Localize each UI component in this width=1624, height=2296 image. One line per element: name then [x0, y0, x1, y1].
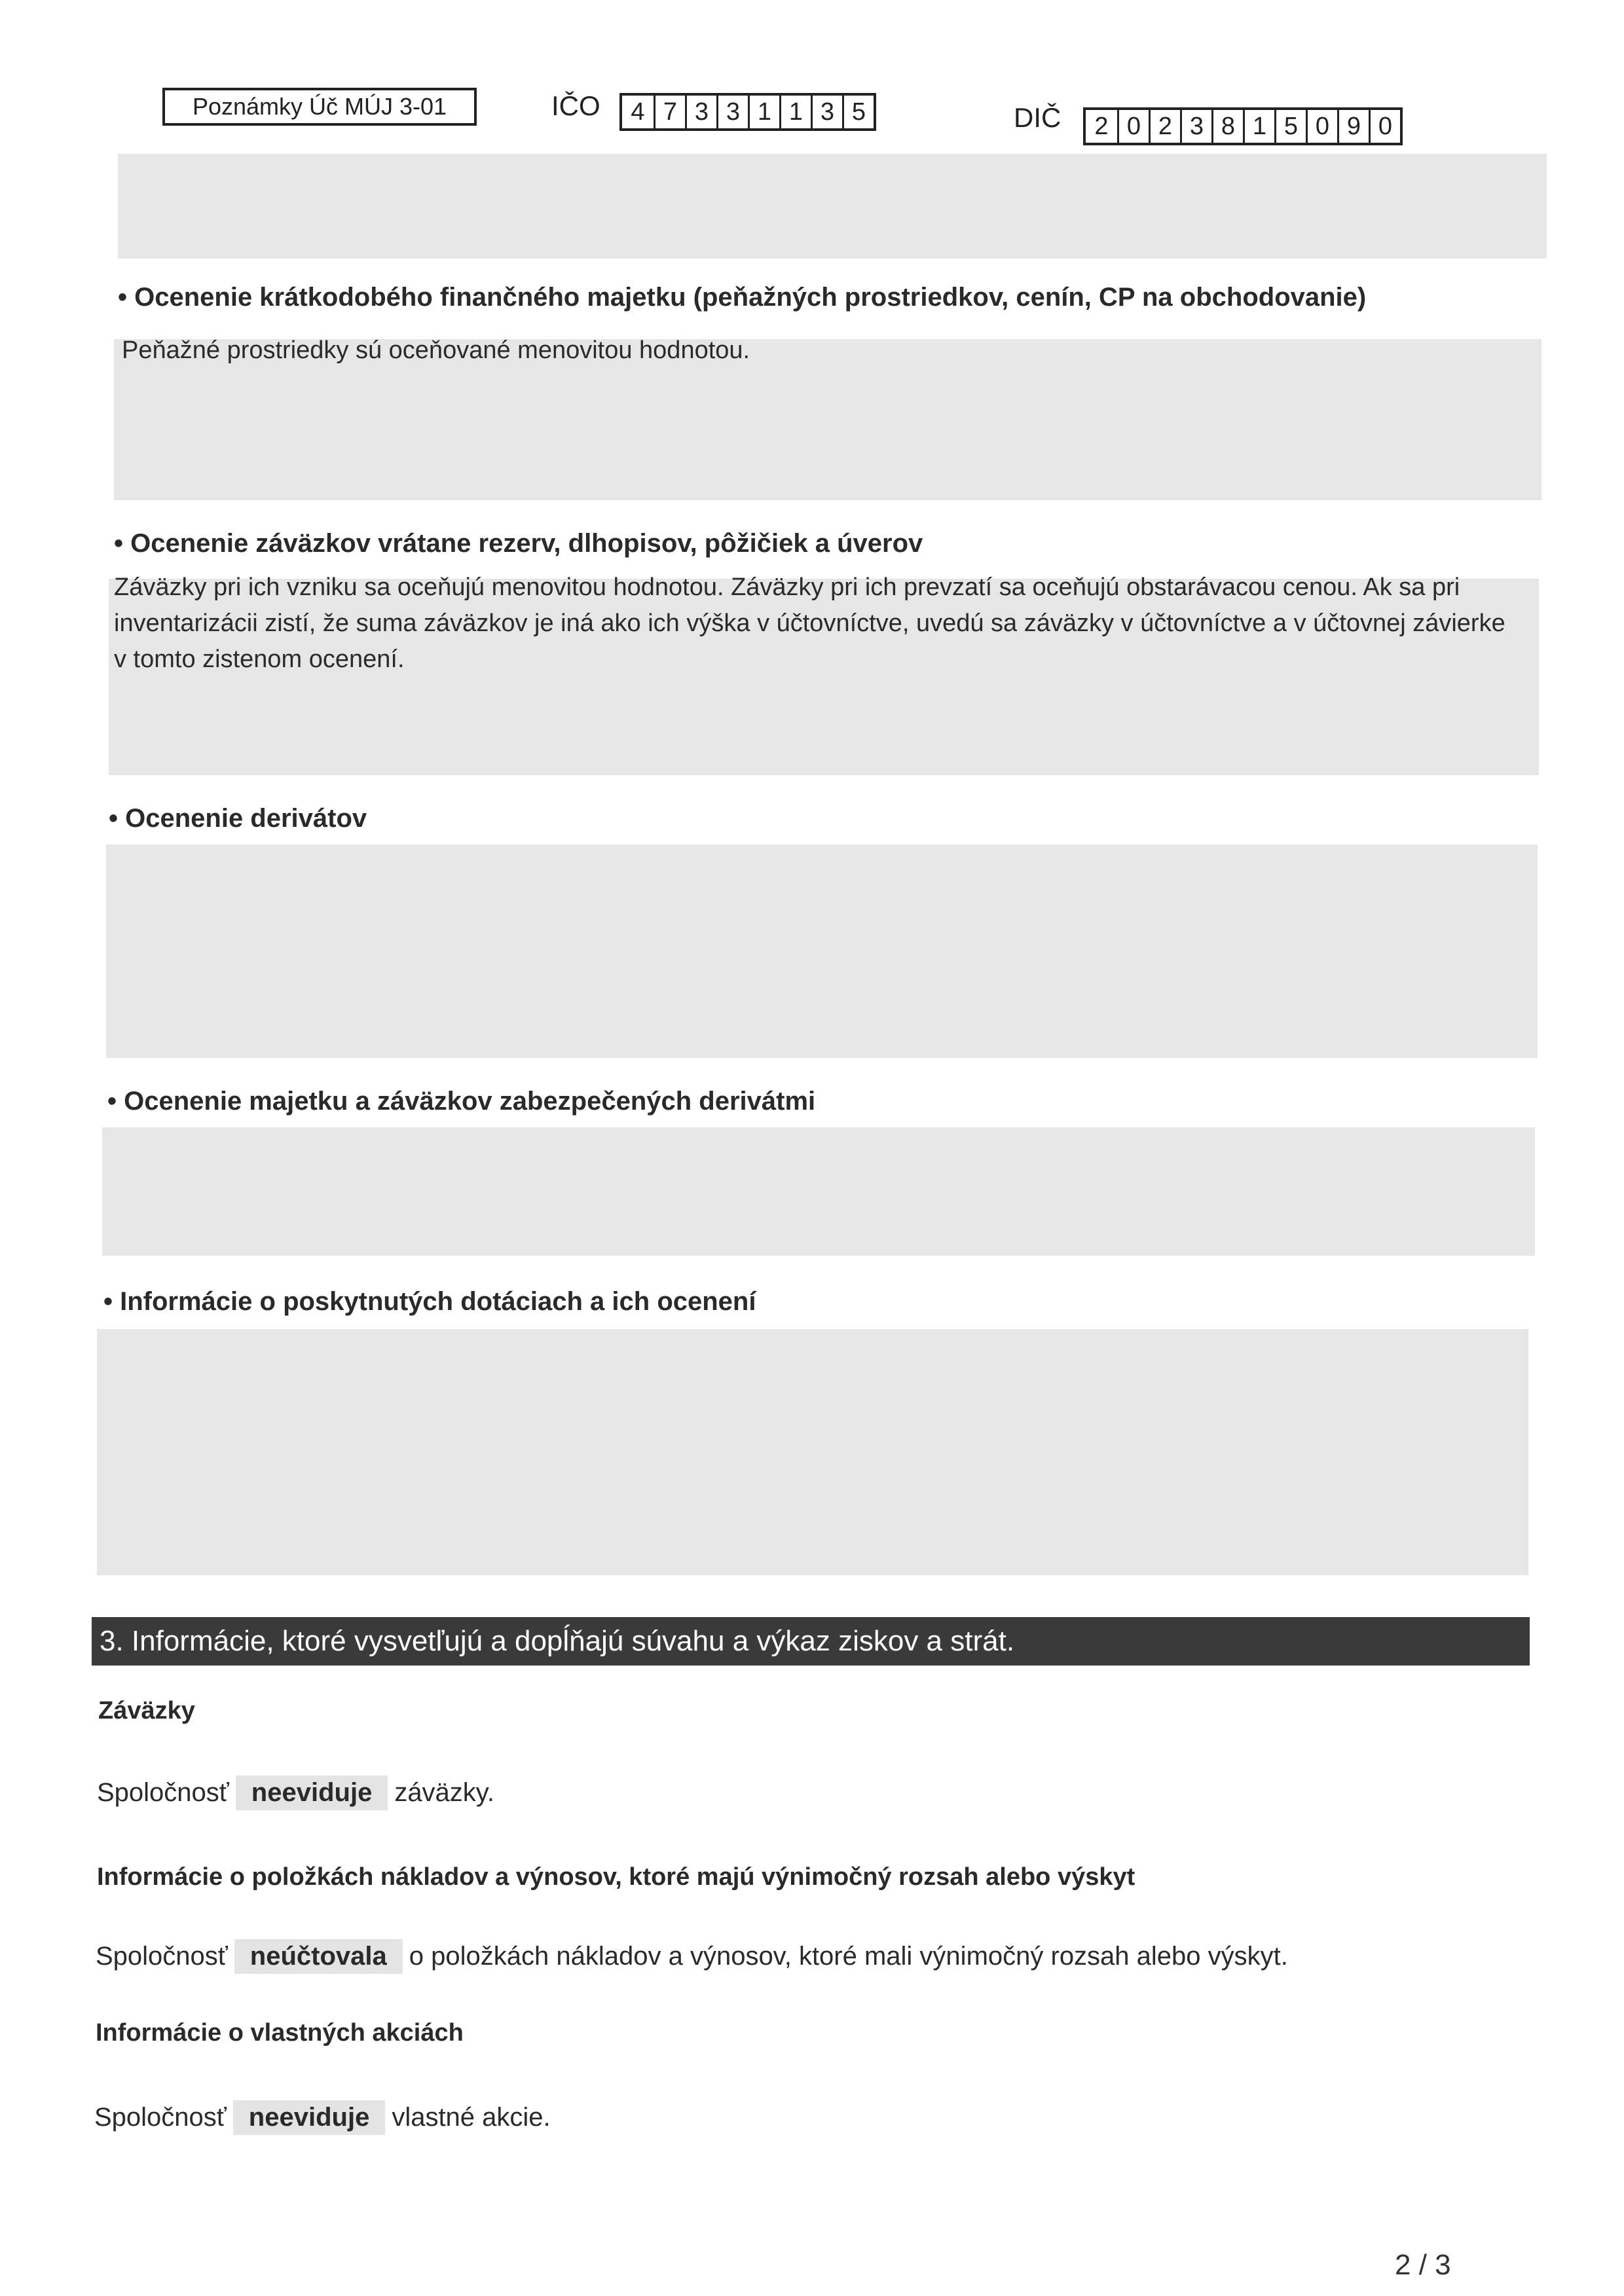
- part-3-heading-bar: 3. Informácie, ktoré vysvetľujú a dopĺňajú súvahu a výkaz ziskov a strát.: [92, 1617, 1530, 1666]
- ico-digit-boxes: [619, 93, 876, 131]
- dic-digit: 9: [1337, 110, 1369, 143]
- section-text: Peňažné prostriedky sú oceňované menovitou hodnotou.: [122, 337, 750, 364]
- dic-digit: 0: [1117, 110, 1149, 143]
- own-shares-heading: Informácie o vlastných akciách: [96, 2019, 464, 2047]
- ico-digit: 4: [631, 98, 645, 126]
- liabilities-value: neeviduje: [236, 1776, 388, 1810]
- derivatives-valuation-field: [106, 845, 1538, 1058]
- ico-digit: 1: [748, 96, 779, 128]
- previous-section-field: [118, 154, 1547, 259]
- section-text: Záväzky pri ich vzniku sa oceňujú menovitou hodnotou. Záväzky pri ich prevzatí sa oceňujú obstarávacou cenou. Ak sa pri inventarizácii zistí, že suma záväzkov je iná ako ich výška v účtovníctve, uvedú sa záväzky v účtovníctve a v účtovnej závierke v tomto zistenom ocenení.: [114, 574, 1505, 673]
- liabilities-statement: [97, 1776, 494, 1810]
- dic-digit: 5: [1274, 110, 1306, 143]
- dic-digit: 3: [1180, 110, 1211, 143]
- page-number: 2 / 3: [1395, 2249, 1451, 2281]
- dic-label: DIČ: [1014, 102, 1061, 133]
- dic-digit: 2: [1149, 110, 1180, 143]
- exceptional-items-statement: [96, 1939, 1288, 1974]
- liabilities-heading: Záväzky: [98, 1697, 195, 1724]
- statement-prefix: Spoločnosť: [97, 1778, 229, 1807]
- dic-digit: 8: [1211, 110, 1243, 143]
- subsidies-field: [97, 1329, 1528, 1575]
- statement-prefix: Spoločnosť: [96, 1942, 228, 1971]
- dic-digit: 1: [1243, 110, 1274, 143]
- section-heading: • Ocenenie krátkodobého finančného majetku (peňažných prostriedkov, cenín, CP na obchodovanie): [118, 283, 1367, 312]
- statement-suffix: záväzky.: [394, 1778, 494, 1807]
- own-shares-value: neeviduje: [233, 2100, 386, 2135]
- section-heading: • Informácie o poskytnutých dotáciach a ich ocenení: [103, 1287, 756, 1316]
- ico-digit: 5: [842, 96, 874, 128]
- ico-label: IČO: [551, 90, 600, 121]
- hedged-assets-field: [102, 1127, 1535, 1256]
- dic-digit-boxes: [1083, 107, 1403, 145]
- exceptional-items-heading: Informácie o položkách nákladov a výnosov, ktoré majú výnimočný rozsah alebo výskyt: [97, 1863, 1135, 1891]
- own-shares-statement: [94, 2100, 551, 2135]
- dic-digit: 0: [1306, 110, 1337, 143]
- section-heading: • Ocenenie záväzkov vrátane rezerv, dlhopisov, pôžičiek a úverov: [114, 529, 923, 558]
- ico-digit: 3: [811, 96, 842, 128]
- form-title: Poznámky Úč MÚJ 3-01: [162, 88, 477, 126]
- dic-digit: 2: [1094, 112, 1109, 140]
- section-heading: • Ocenenie majetku a záväzkov zabezpečených derivátmi: [107, 1087, 816, 1116]
- section-heading: • Ocenenie derivátov: [109, 804, 367, 833]
- ico-digit: 3: [716, 96, 748, 128]
- ico-digit: 3: [685, 96, 716, 128]
- ico-digit: 1: [779, 96, 811, 128]
- ico-digit: 7: [654, 96, 685, 128]
- statement-suffix: vlastné akcie.: [392, 2103, 551, 2132]
- statement-prefix: Spoločnosť: [94, 2103, 227, 2132]
- dic-digit: 0: [1369, 110, 1400, 143]
- exceptional-items-value: neúčtovala: [234, 1939, 403, 1974]
- statement-suffix: o položkách nákladov a výnosov, ktoré mali výnimočný rozsah alebo výskyt.: [409, 1942, 1288, 1971]
